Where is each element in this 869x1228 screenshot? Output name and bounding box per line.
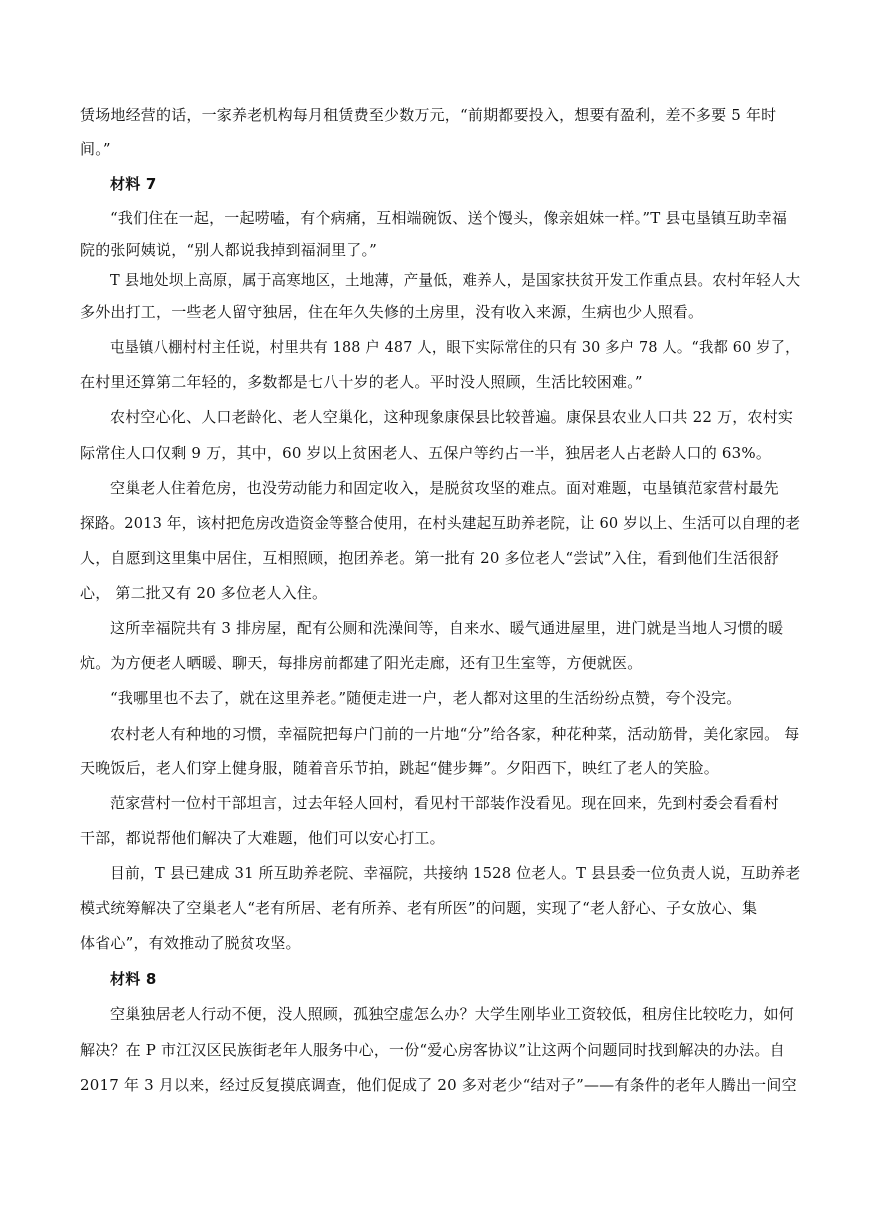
paragraph-line: 院的张阿姨说，“别人都说我掉到福洞里了。” [80,241,378,259]
paragraph-line: 解决？在 P 市江汉区民族街老年人服务中心，一份“爱心房客协议”让这两个问题同时找到解决的办法。自 [80,1041,785,1059]
paragraph-line: 农村空心化、人口老龄化、老人空巢化，这种现象康保县比较普遍。康保县农业人口共 22 万，农村实 [110,408,794,426]
paragraph-line: 赁场地经营的话，一家养老机构每月租赁费至少数万元，“前期都要投入，想要有盈利，差不多要 5 年时 [80,106,777,124]
section-heading: 材料 8 [110,970,157,988]
paragraph-line: 天晚饭后，老人们穿上健身服，随着音乐节拍，跳起“健步舞”。夕阳西下，映红了老人的笑脸。 [80,759,719,777]
paragraph-line: 这所幸福院共有 3 排房屋，配有公厕和洗澡间等，自来水、暖气通进屋里，进门就是当地人习惯的暖 [110,619,784,637]
paragraph-line: 模式统筹解决了空巢老人“老有所居、老有所养、老有所医”的问题，实现了“老人舒心、子女放心、集 [80,899,758,917]
paragraph-line: 在村里还算第二年轻的，多数都是七八十岁的老人。平时没人照顾，生活比较困难。” [80,373,643,391]
paragraph-line: 炕。为方便老人晒暖、聊天，每排房前都建了阳光走廊，还有卫生室等，方便就医。 [80,654,643,672]
paragraph-line: 间。” [80,140,111,158]
paragraph-line: “我们住在一起，一起唠嗑，有个病痛，互相端碗饭、送个馒头，像亲姐妹一样。”T 县屯垦镇互助幸福 [110,209,788,227]
paragraph-line: 农村老人有种地的习惯，幸福院把每户门前的一片地“分”给各家，种花种菜，活动筋骨，美化家园。 每 [110,725,800,743]
paragraph-line: T 县地处坝上高原，属于高寒地区，土地薄，产量低，难养人，是国家扶贫开发工作重点县。农村年轻人大 [110,271,801,289]
paragraph-line: “我哪里也不去了，就在这里养老。”随便走进一户，老人都对这里的生活纷纷点赞，夸个没完。 [110,689,742,707]
paragraph-line: 心， 第二批又有 20 多位老人入住。 [80,584,328,602]
paragraph-line: 人，自愿到这里集中居住，互相照顾，抱团养老。第一批有 20 多位老人“尝试”入住，看到他们生活很舒 [80,549,779,567]
paragraph-line: 干部，都说帮他们解决了大难题，他们可以安心打工。 [80,829,445,847]
paragraph-line: 目前，T 县已建成 31 所互助养老院、幸福院，共接纳 1528 位老人。T 县县委一位负责人说，互助养老 [110,864,801,882]
paragraph-line: 际常住人口仅剩 9 万，其中，60 岁以上贫困老人、五保户等约占一半，独居老人占老龄人口的 63%。 [80,444,772,462]
paragraph-line: 体省心”，有效推动了脱贫攻坚。 [80,934,301,952]
paragraph-line: 2017 年 3 月以来，经过反复摸底调查，他们促成了 20 多对老少“结对子”——有条件的老年人腾出一间空 [80,1076,797,1094]
paragraph-line: 探路。2013 年，该村把危房改造资金等整合使用，在村头建起互助养老院，让 60 岁以上、生活可以自理的老 [80,514,801,532]
paragraph-line: 屯垦镇八棚村村主任说，村里共有 188 户 487 人，眼下实际常住的只有 30 多户 78 人。“我都 60 岁了， [110,338,800,356]
paragraph-line: 多外出打工，一些老人留守独居，住在年久失修的土房里，没有收入来源，生病也少人照看。 [80,303,704,321]
paragraph-line: 空巢独居老人行动不便，没人照顾，孤独空虚怎么办？大学生刚毕业工资较低，租房住比较吃力，如何 [110,1005,795,1023]
paragraph-line: 空巢老人住着危房，也没劳动能力和固定收入，是脱贫攻坚的难点。面对难题，屯垦镇范家营村最先 [110,479,779,497]
section-heading: 材料 7 [110,175,157,193]
paragraph-line: 范家营村一位村干部坦言，过去年轻人回村，看见村干部装作没看见。现在回来，先到村委会看看村 [110,794,779,812]
